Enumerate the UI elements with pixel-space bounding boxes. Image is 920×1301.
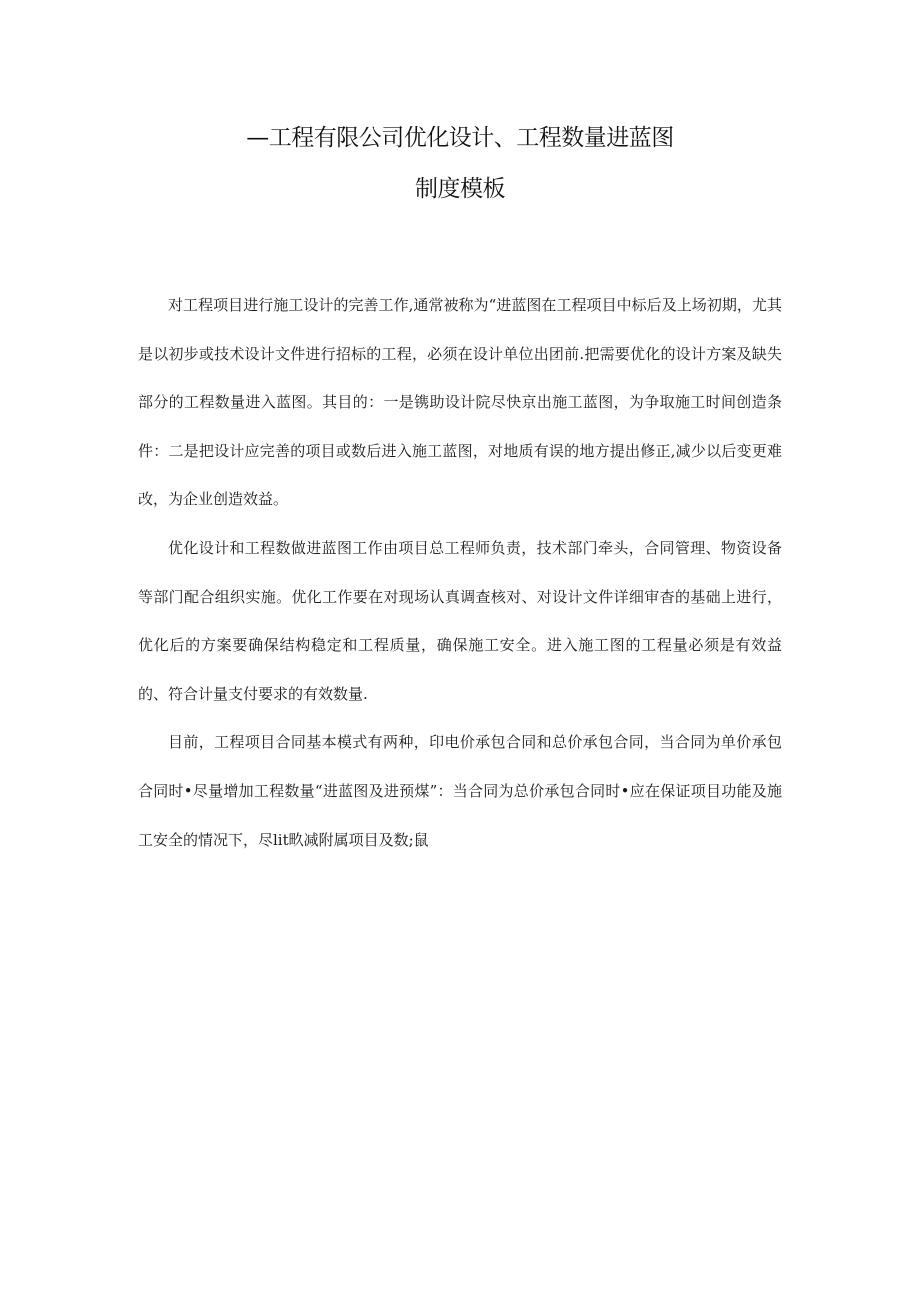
paragraph-2: 优化设计和工程数做进蓝图工作由项目总工程师负责，技术部门牵头，合同管理、物资设备等部门配合组织实施。优化工作要在对现场认真调查核对、对设计文件详细审杳的基础上进行，优化后的方案要确保结构稳定和工程质量，确保施工安全。进入施工图的工程量必须是有效益的、符合计量支付要求的有效数量. [138, 538, 782, 703]
document-title: —工程有限公司优化设计、工程数量进蓝图 [246, 125, 674, 151]
document-body [138, 281, 782, 864]
paragraph-1: 对工程项目进行施工设计的完善工作,通常被称为“进蓝图在工程项目中标后及上场初期，尤其是以初步或技术设计文件进行招标的工程，必须在设计单位出团前.把需要优化的设计方案及缺失部分的工程数量进入蓝图。其目的：一是镌助设计院尽快京出施工蓝图，为争取施工时间创造条件：二是把设计应完善的项目或数后进入施工蓝图，对地质有误的地方提出修正,减少以后变更难改，为企业创造效益。 [138, 296, 782, 509]
document-subtitle: 制度模板 [415, 176, 505, 202]
paragraph-3: 目前，工程项目合同基本模式有两种，印电价承包合同和总价承包合同，当合同为单价承包合同时•尽量增加工程数量“进蓝图及进预煤”：当合同为总价承包合同时•应在保证项目功能及施工安全的情况下，尽lit畂减附属项目及数;鼠 [138, 733, 782, 849]
